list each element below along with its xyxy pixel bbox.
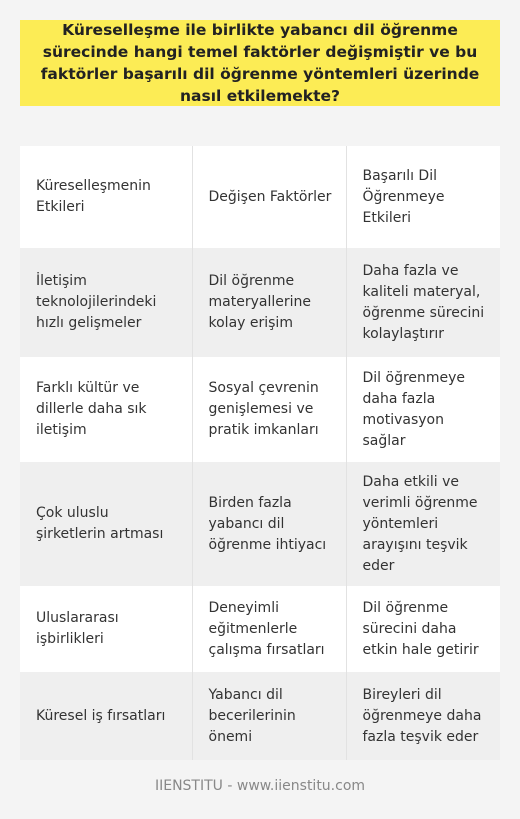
- table-row: [20, 462, 500, 586]
- table-cell: Daha fazla ve kaliteli materyal, öğrenme sürecini kolaylaştırır: [346, 248, 500, 357]
- table-header-row: [20, 146, 500, 248]
- header-cell-success-effects: Başarılı Dil Öğrenmeye Etkileri: [346, 146, 500, 248]
- table-row: [20, 248, 500, 357]
- header-cell-effects: Küreselleşmenin Etkileri: [20, 146, 192, 248]
- table-row: [20, 357, 500, 462]
- table-cell: Dil öğrenmeye daha fazla motivasyon sağlar: [346, 357, 500, 462]
- table-cell: Küresel iş fırsatları: [20, 672, 192, 760]
- table-cell: Dil öğrenme sürecini daha etkin hale getirir: [346, 586, 500, 672]
- page-title: Küreselleşme ile birlikte yabancı dil öğrenme sürecinde hangi temel faktörler değişmiştir ve bu faktörler başarılı dil öğrenme yöntemleri üzerinde nasıl etkilemekte?: [40, 21, 480, 105]
- table-cell: Dil öğrenme materyallerine kolay erişim: [192, 248, 346, 357]
- title-banner: [20, 20, 500, 106]
- table-row: [20, 586, 500, 672]
- table-cell: İletişim teknolojilerindeki hızlı gelişmeler: [20, 248, 192, 357]
- table-cell: Sosyal çevrenin genişlemesi ve pratik imkanları: [192, 357, 346, 462]
- header-cell-changing-factors: Değişen Faktörler: [192, 146, 346, 248]
- footer-credit: IIENSTITU - www.iienstitu.com: [154, 778, 366, 794]
- table-row: [20, 672, 500, 760]
- table-cell: Uluslararası işbirlikleri: [20, 586, 192, 672]
- table-cell: Bireyleri dil öğrenmeye daha fazla teşvik eder: [346, 672, 500, 760]
- table-cell: Yabancı dil becerilerinin önemi: [192, 672, 346, 760]
- table-cell: Daha etkili ve verimli öğrenme yöntemleri arayışını teşvik eder: [346, 462, 500, 586]
- table-cell: Deneyimli eğitmenlerle çalışma fırsatları: [192, 586, 346, 672]
- table-cell: Çok uluslu şirketlerin artması: [20, 462, 192, 586]
- globalization-table: [20, 146, 500, 760]
- table-cell: Farklı kültür ve dillerle daha sık iletişim: [20, 357, 192, 462]
- table-cell: Birden fazla yabancı dil öğrenme ihtiyacı: [192, 462, 346, 586]
